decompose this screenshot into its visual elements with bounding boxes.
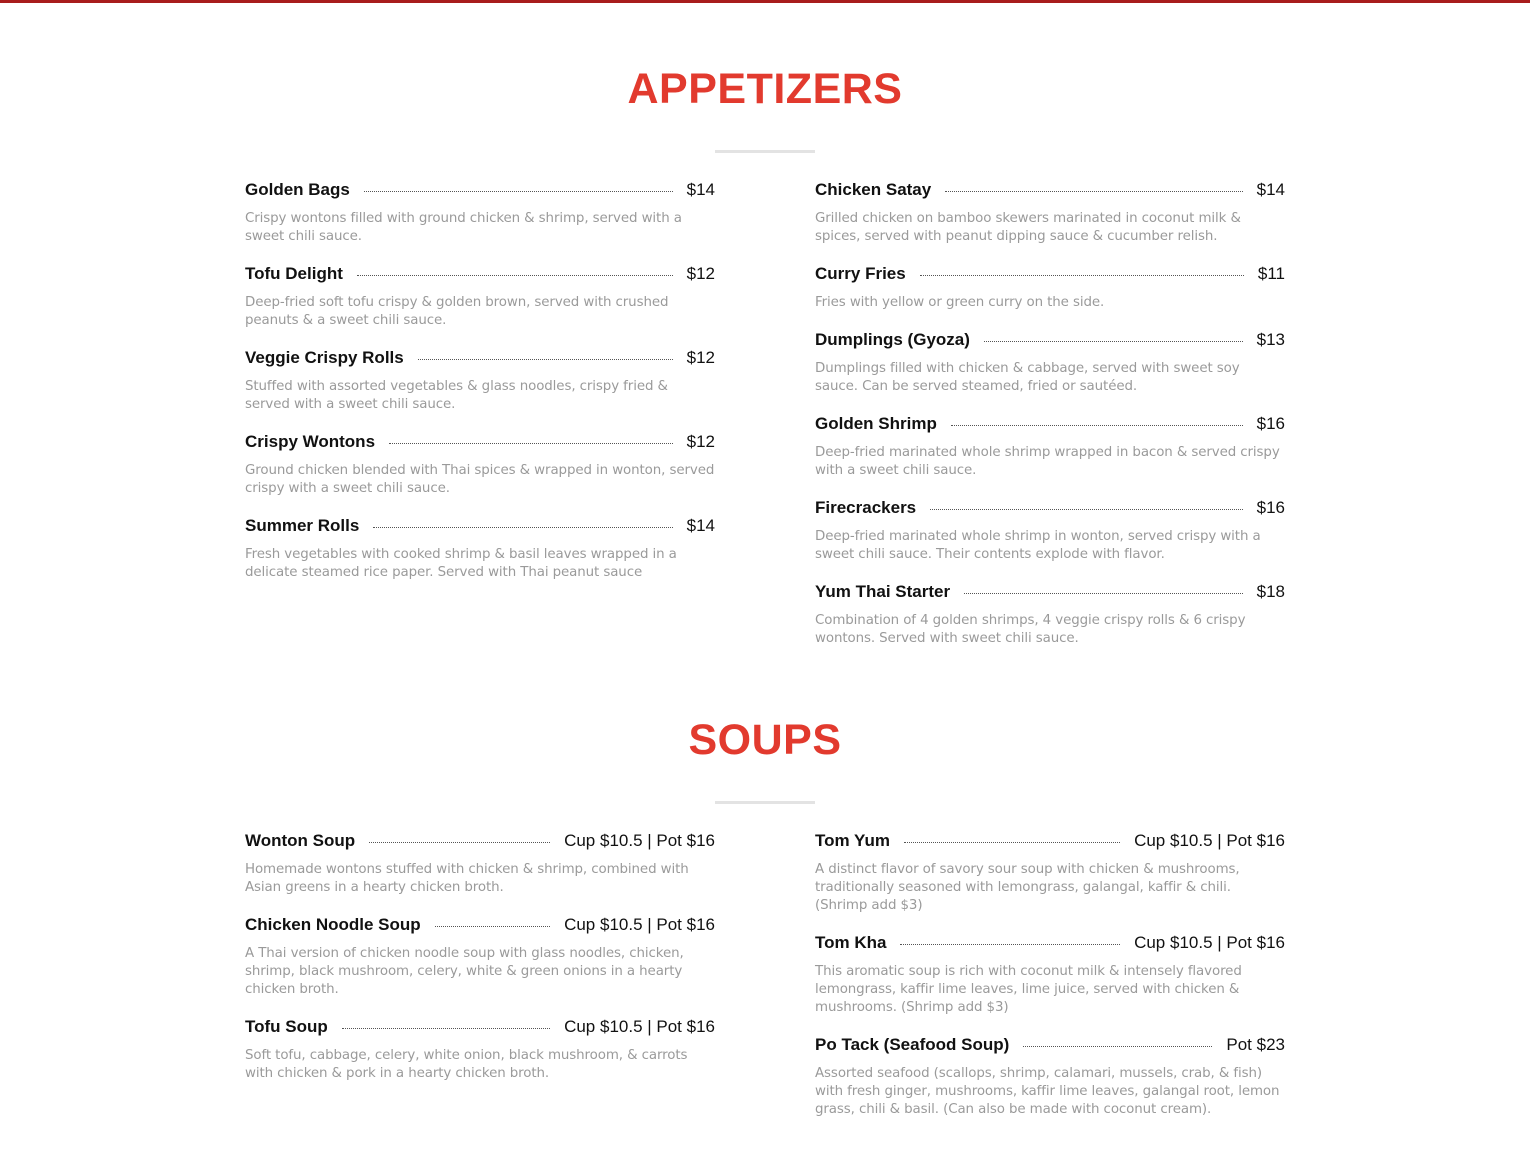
menu-item-description: Fresh vegetables with cooked shrimp & basil leaves wrapped in a delicate steamed rice paper. Served with Thai peanut sauce <box>245 547 677 580</box>
dotted-leader <box>342 1028 550 1029</box>
menu-item-price: Cup $10.5 | Pot $16 <box>564 831 715 850</box>
soups-section <box>245 711 1285 1136</box>
menu-item <box>815 830 1285 915</box>
menu-item-header <box>815 497 1285 519</box>
menu-item <box>245 263 715 330</box>
menu-item-price: $12 <box>686 264 715 283</box>
menu-item-description: Crispy wontons filled with ground chicken & shrimp, served with a sweet chili sauce. <box>245 211 682 244</box>
dotted-leader <box>1023 1046 1212 1047</box>
dotted-leader <box>369 842 550 843</box>
menu-item <box>815 497 1285 564</box>
menu-item-name: Chicken Satay <box>815 180 932 199</box>
menu-item-name: Po Tack (Seafood Soup) <box>815 1035 1010 1054</box>
menu-column-left <box>245 830 715 1136</box>
menu-item-price: $14 <box>686 516 715 535</box>
menu-item-header <box>245 263 715 285</box>
menu-item <box>815 329 1285 396</box>
menu-item-description: Combination of 4 golden shrimps, 4 veggie crispy rolls & 6 crispy wontons. Served with sweet chili sauce. <box>815 613 1246 646</box>
dotted-leader <box>904 842 1120 843</box>
section-title: APPETIZERS <box>627 65 903 113</box>
menu-item-price: $18 <box>1256 582 1285 601</box>
menu-item-price: Cup $10.5 | Pot $16 <box>564 1017 715 1036</box>
menu-item-description: A Thai version of chicken noodle soup with glass noodles, chicken, shrimp, black mushroom, celery, white & green onions in a hearty chicken broth. <box>245 946 684 997</box>
menu-item-name: Firecrackers <box>815 498 917 517</box>
menu-item <box>245 431 715 498</box>
menu-item-price: Pot $23 <box>1226 1035 1285 1054</box>
menu-item <box>815 932 1285 1017</box>
menu-item-header <box>245 830 715 852</box>
menu-item-description: Grilled chicken on bamboo skewers marinated in coconut milk & spices, served with peanut dipping sauce & cucumber relish. <box>815 211 1241 244</box>
menu-item-header <box>245 179 715 201</box>
menu-item-price: $16 <box>1256 498 1285 517</box>
menu-item-description: Homemade wontons stuffed with chicken & shrimp, combined with Asian greens in a hearty chicken broth. <box>245 862 689 895</box>
menu-item <box>815 1034 1285 1119</box>
menu-item <box>245 1016 715 1083</box>
section-title: SOUPS <box>688 716 842 764</box>
menu-item <box>245 515 715 582</box>
dotted-leader <box>389 443 673 444</box>
menu-item-description: Deep-fried marinated whole shrimp wrapped in bacon & served crispy with a sweet chili sauce. <box>815 445 1280 478</box>
menu-item-price: $16 <box>1256 414 1285 433</box>
menu-item-name: Tofu Delight <box>245 264 343 283</box>
menu-column-right <box>815 830 1285 1136</box>
menu-item <box>245 830 715 897</box>
menu-item-description: A distinct flavor of savory sour soup with chicken & mushrooms, traditionally seasoned with lemongrass, galangal, kaffir & chili. (Shrimp add $3) <box>815 862 1240 913</box>
menu-column-right <box>815 179 1285 665</box>
dotted-leader <box>951 425 1243 426</box>
menu-item-price: $13 <box>1256 330 1285 349</box>
menu-item-price: $11 <box>1257 264 1285 283</box>
menu-item-price: $12 <box>686 432 715 451</box>
dotted-leader <box>900 944 1120 945</box>
menu-item-header <box>245 431 715 453</box>
menu-item-header <box>245 515 715 537</box>
dotted-leader <box>964 593 1243 594</box>
menu-item-description: Stuffed with assorted vegetables & glass noodles, crispy fried & served with a sweet chili sauce. <box>245 379 668 412</box>
dotted-leader <box>364 191 673 192</box>
menu-item-header <box>815 581 1285 603</box>
menu-item-name: Tom Kha <box>815 933 887 952</box>
menu-item-name: Tofu Soup <box>245 1017 328 1036</box>
menu-item-header <box>815 413 1285 435</box>
dotted-leader <box>920 275 1244 276</box>
menu-column-left <box>245 179 715 665</box>
menu-item-name: Tom Yum <box>815 831 890 850</box>
dotted-leader <box>357 275 673 276</box>
menu-item <box>815 179 1285 246</box>
menu-item-header <box>815 932 1285 954</box>
menu-item-name: Wonton Soup <box>245 831 356 850</box>
dotted-leader <box>435 926 550 927</box>
section-divider <box>715 150 815 153</box>
menu-item <box>245 914 715 999</box>
menu-item-header <box>815 830 1285 852</box>
menu-item-name: Chicken Noodle Soup <box>245 915 421 934</box>
appetizers-section <box>245 60 1285 665</box>
menu-item-description: Deep-fried marinated whole shrimp in wonton, served crispy with a sweet chili sauce. Their contents explode with flavor. <box>815 529 1261 562</box>
top-accent-bar <box>0 0 1530 3</box>
dotted-leader <box>984 341 1243 342</box>
menu-item-name: Crispy Wontons <box>245 432 376 451</box>
menu-item-price: Cup $10.5 | Pot $16 <box>564 915 715 934</box>
section-divider <box>715 801 815 804</box>
menu-item-description: Fries with yellow or green curry on the side. <box>815 295 1105 310</box>
menu-item <box>815 581 1285 648</box>
menu-item-header <box>815 329 1285 351</box>
menu-item-name: Curry Fries <box>815 264 906 283</box>
menu-item-name: Veggie Crispy Rolls <box>245 348 404 367</box>
menu-item-description: This aromatic soup is rich with coconut milk & intensely flavored lemongrass, kaffir lime leaves, lime juice, served with chicken & mushrooms. (Shrimp add $3) <box>815 964 1242 1015</box>
dotted-leader <box>373 527 672 528</box>
menu-item <box>815 263 1285 312</box>
menu-item-description: Dumplings filled with chicken & cabbage, served with sweet soy sauce. Can be served steamed, fried or sautéed. <box>815 361 1240 394</box>
menu-item-header <box>815 263 1285 285</box>
menu-item <box>815 413 1285 480</box>
menu-item-name: Yum Thai Starter <box>815 582 951 601</box>
menu-item-name: Golden Bags <box>245 180 350 199</box>
menu-item-header <box>245 1016 715 1038</box>
menu-item-header <box>245 914 715 936</box>
menu-item-description: Ground chicken blended with Thai spices & wrapped in wonton, served crispy with a sweet chili sauce. <box>245 463 715 496</box>
menu-item-header <box>815 1034 1285 1056</box>
dotted-leader <box>930 509 1242 510</box>
menu-item <box>245 179 715 246</box>
menu-item-header <box>815 179 1285 201</box>
menu-item-name: Dumplings (Gyoza) <box>815 330 970 349</box>
menu-item-name: Golden Shrimp <box>815 414 937 433</box>
menu-item-description: Soft tofu, cabbage, celery, white onion, black mushroom, & carrots with chicken & pork in a hearty chicken broth. <box>245 1048 688 1081</box>
menu-item-header <box>245 347 715 369</box>
menu-item-name: Summer Rolls <box>245 516 360 535</box>
menu-item-description: Assorted seafood (scallops, shrimp, calamari, mussels, crab, & fish) with fresh ginger, mushrooms, kaffir lime leaves, galangal root, lemon grass, chili & basil. (Can also be made with coconut cream). <box>815 1066 1280 1117</box>
dotted-leader <box>418 359 673 360</box>
menu-item-price: $14 <box>1256 180 1285 199</box>
menu-item-price: Cup $10.5 | Pot $16 <box>1134 831 1285 850</box>
menu-item-price: Cup $10.5 | Pot $16 <box>1134 933 1285 952</box>
menu-item-price: $12 <box>686 348 715 367</box>
menu-item <box>245 347 715 414</box>
menu-item-description: Deep-fried soft tofu crispy & golden brown, served with crushed peanuts & a sweet chili sauce. <box>245 295 669 328</box>
menu-item-price: $14 <box>686 180 715 199</box>
dotted-leader <box>945 191 1242 192</box>
